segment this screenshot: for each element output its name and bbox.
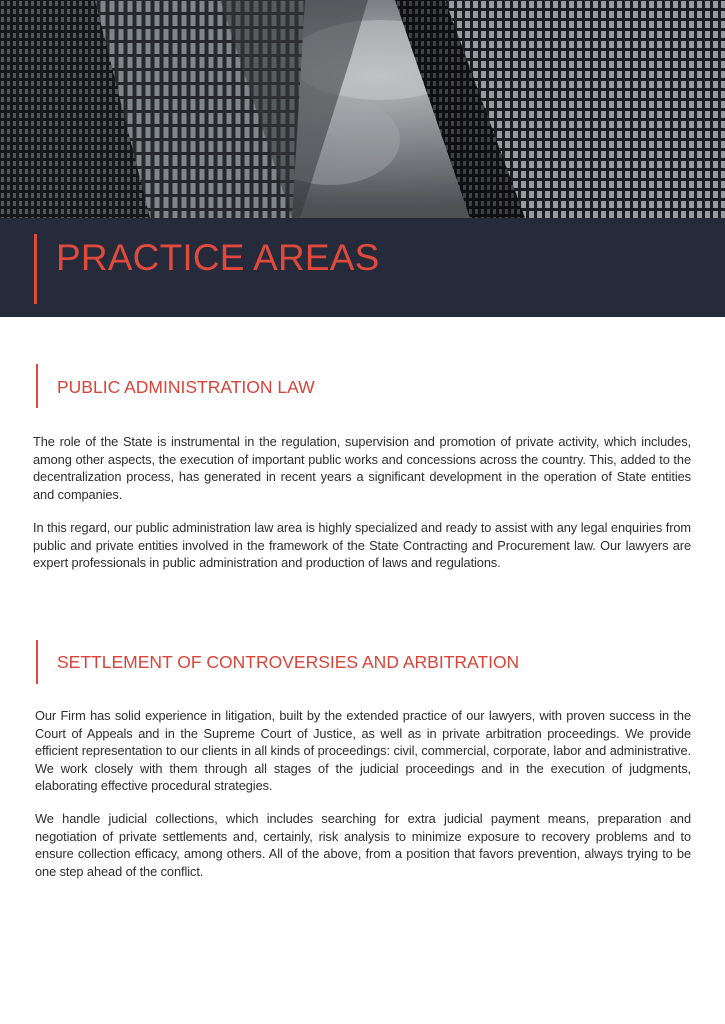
section-accent-bar	[36, 364, 38, 408]
section-title: PUBLIC ADMINISTRATION LAW	[57, 377, 315, 397]
title-accent-bar	[34, 234, 37, 304]
section-accent-bar	[36, 640, 38, 684]
section-paragraph: In this regard, our public administration law area is highly specialized and ready to assist with any legal enquiries from public and private entities involved in the framework of the State Contracting and Procurement law. Our lawyers are expert professionals in public administration and production of laws and regulations.	[33, 520, 691, 570]
title-band	[0, 218, 725, 317]
section-paragraph: We handle judicial collections, which includes searching for extra judicial payment means, preparation and negotiation of private settlements and, certainly, risk analysis to minimize exposure to recovery problems and to ensure collection efficacy, among others. All of the above, from a position that favors prevention, always trying to be one step ahead of the conflict.	[35, 811, 691, 879]
section-paragraph: Our Firm has solid experience in litigation, built by the extended practice of our lawyers, with proven success in the Court of Appeals and in the Supreme Court of Justice, as well as in private arbitration proceedings. We provide efficient representation to our clients in all kinds of proceedings: civil, commercial, corporate, labor and administrative. We work closely with them through all stages of the judicial proceedings and in the execution of judgments, elaborating effective procedural strategies.	[35, 708, 691, 793]
hero-skyscrapers-image	[0, 0, 725, 218]
skyscrapers-icon	[0, 0, 725, 218]
section-title: SETTLEMENT OF CONTROVERSIES AND ARBITRATION	[57, 652, 520, 672]
section-paragraph: The role of the State is instrumental in the regulation, supervision and promotion of private activity, which includes, among other aspects, the execution of important public works and concessions across the country. This, added to the decentralization process, has generated in recent years a significant development in the operation of State entities and companies.	[33, 434, 691, 502]
page-title: PRACTICE AREAS	[56, 237, 380, 278]
